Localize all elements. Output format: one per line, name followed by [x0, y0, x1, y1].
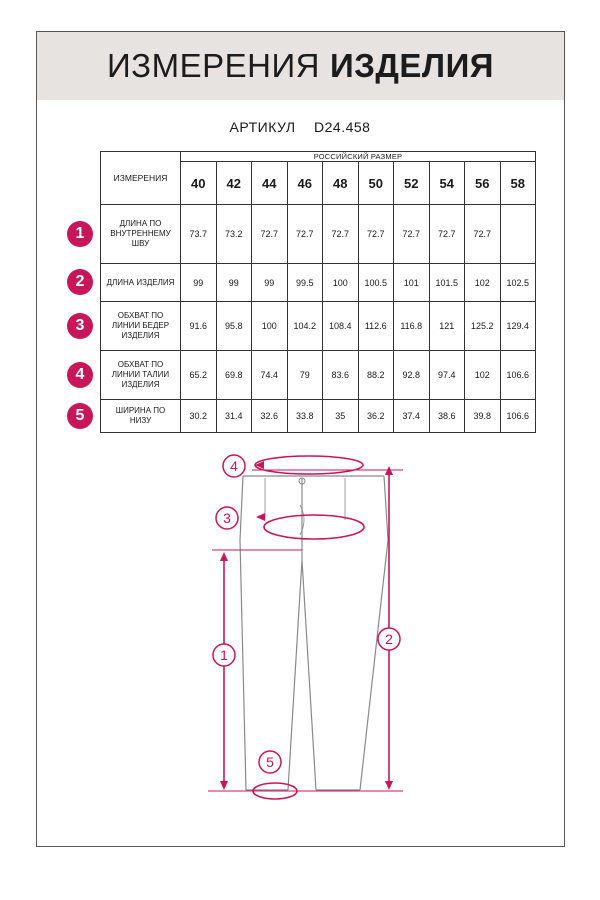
title-bold: ИЗДЕЛИЯ: [330, 47, 495, 84]
row-label: ОБХВАТ ПО ЛИНИИ ТАЛИИ ИЗДЕЛИЯ: [101, 351, 181, 400]
row-number-badge: 3: [67, 313, 93, 339]
table-cell: 95.8: [216, 302, 252, 351]
table-cell: 39.8: [465, 400, 501, 433]
table-cell: 100.5: [358, 264, 394, 302]
size-header-46: 46: [287, 162, 323, 205]
table-cell: 99: [181, 264, 217, 302]
size-header-52: 52: [394, 162, 430, 205]
article-label: АРТИКУЛ: [229, 119, 296, 135]
article-code: D24.458: [314, 119, 371, 135]
size-group-header: РОССИЙСКИЙ РАЗМЕР: [181, 152, 536, 162]
length-arrow-bottom-icon: [385, 781, 393, 790]
table-cell: 102: [465, 264, 501, 302]
measurements-header: ИЗМЕРЕНИЯ: [101, 152, 181, 205]
row-label: ОБХВАТ ПО ЛИНИИ БЕДЕР ИЗДЕЛИЯ: [101, 302, 181, 351]
table-cell: 92.8: [394, 351, 430, 400]
table-cell: 100: [323, 264, 359, 302]
row-number-badge: 5: [67, 403, 93, 429]
row-number-badge: 1: [67, 221, 93, 247]
table-cell: 99: [252, 264, 288, 302]
size-header-42: 42: [216, 162, 252, 205]
row-label: ШИРИНА ПО НИЗУ: [101, 400, 181, 433]
table-cell: 97.4: [429, 351, 465, 400]
table-cell: 72.7: [358, 205, 394, 264]
table-cell: 101: [394, 264, 430, 302]
table-cell: 106.6: [500, 400, 536, 433]
table-cell: 83.6: [323, 351, 359, 400]
table-cell: 99: [216, 264, 252, 302]
size-header-58: 58: [500, 162, 536, 205]
size-header-54: 54: [429, 162, 465, 205]
table-cell: 125.2: [465, 302, 501, 351]
table-cell: 88.2: [358, 351, 394, 400]
table-cell: 33.8: [287, 400, 323, 433]
table-cell: 72.7: [394, 205, 430, 264]
table-cell: 91.6: [181, 302, 217, 351]
table-cell: 35: [323, 400, 359, 433]
table-cell: 72.7: [252, 205, 288, 264]
size-header-40: 40: [181, 162, 217, 205]
row-number-badge: 2: [67, 269, 93, 295]
inner-seam: [288, 560, 316, 790]
table-cell: 38.6: [429, 400, 465, 433]
table-cell: 106.6: [500, 351, 536, 400]
left-side-seam: [240, 476, 246, 790]
table-cell: 73.2: [216, 205, 252, 264]
table-cell: 72.7: [429, 205, 465, 264]
inseam-arrow-bottom-icon: [220, 781, 228, 790]
table-cell: 72.7: [465, 205, 501, 264]
table-cell: 32.6: [252, 400, 288, 433]
table-cell: 79: [287, 351, 323, 400]
table-cell: 112.6: [358, 302, 394, 351]
title-light: ИЗМЕРЕНИЯ: [106, 47, 321, 84]
marker-2-label: 2: [385, 631, 393, 647]
table-cell: 101.5: [429, 264, 465, 302]
table-cell: 102: [465, 351, 501, 400]
size-header-50: 50: [358, 162, 394, 205]
marker-4-label: 4: [230, 458, 238, 474]
table-cell: 102.5: [500, 264, 536, 302]
size-header-56: 56: [465, 162, 501, 205]
marker-1-label: 1: [220, 647, 228, 663]
diagram-markers: [213, 455, 400, 773]
table-cell: 69.8: [216, 351, 252, 400]
inseam-arrow-top-icon: [220, 552, 228, 561]
size-header-48: 48: [323, 162, 359, 205]
table-cell: 31.4: [216, 400, 252, 433]
hip-arrow-icon: [256, 513, 265, 521]
table-cell: 104.2: [287, 302, 323, 351]
waist-ellipse: [255, 456, 363, 474]
row-label: ДЛИНА ИЗДЕЛИЯ: [101, 264, 181, 302]
trousers-outline: [240, 476, 388, 790]
table-cell: 72.7: [287, 205, 323, 264]
row-number-badge: 4: [67, 362, 93, 388]
marker-5-label: 5: [266, 754, 274, 770]
table-cell: 73.7: [181, 205, 217, 264]
table-cell: 74.4: [252, 351, 288, 400]
marker-3-label: 3: [223, 510, 231, 526]
table-cell: 30.2: [181, 400, 217, 433]
table-cell: 116.8: [394, 302, 430, 351]
table-cell: 37.4: [394, 400, 430, 433]
table-cell: 100: [252, 302, 288, 351]
measurement-lines: [208, 456, 403, 799]
row-label: ДЛИНА ПО ВНУТРЕННЕМУ ШВУ: [101, 205, 181, 264]
table-cell: 108.4: [323, 302, 359, 351]
size-header-44: 44: [252, 162, 288, 205]
table-cell: 99.5: [287, 264, 323, 302]
table-cell: 121: [429, 302, 465, 351]
table-cell: 65.2: [181, 351, 217, 400]
table-cell: 129.4: [500, 302, 536, 351]
hip-ellipse: [264, 515, 364, 539]
table-cell: 72.7: [323, 205, 359, 264]
table-cell: 36.2: [358, 400, 394, 433]
